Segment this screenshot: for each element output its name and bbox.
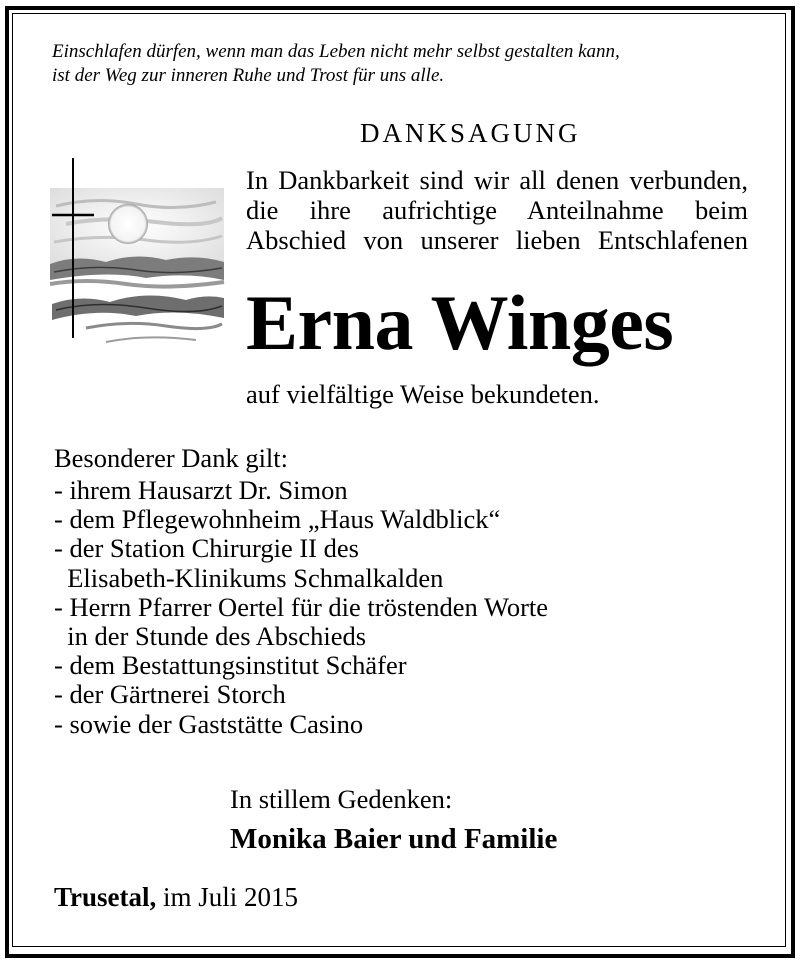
motto-line-1: Einschlafen dürfen, wenn man das Leben nicht mehr selbst gestalten kann, bbox=[52, 41, 620, 62]
thanks-list bbox=[54, 476, 548, 739]
heading-danksagung: DANKSAGUNG bbox=[360, 118, 581, 148]
date-text: im Juli 2015 bbox=[156, 882, 299, 912]
list-item: - ihrem Hausarzt Dr. Simon bbox=[54, 475, 348, 505]
thanks-title: Besonderer Dank gilt: bbox=[54, 443, 289, 473]
list-item: - Herrn Pfarrer Oertel für die tröstenden Worte bbox=[54, 591, 549, 622]
intro-line-1: In Dankbarkeit sind wir all denen verbunden, bbox=[246, 165, 748, 195]
list-item: - sowie der Gaststätte Casino bbox=[54, 708, 364, 739]
motto-text bbox=[52, 40, 752, 88]
intro-text bbox=[246, 165, 748, 255]
list-item: - der Station Chirurgie II des bbox=[54, 533, 359, 564]
intro-line-3: Abschied von unserer lieben Entschlafenen bbox=[246, 225, 748, 255]
list-item: - dem Bestattungsinstitut Schäfer bbox=[54, 650, 407, 681]
family-signature: Monika Baier und Familie bbox=[230, 823, 558, 855]
cross-landscape-icon bbox=[46, 158, 228, 362]
list-item: - der Gärtnerei Storch bbox=[54, 679, 286, 710]
list-item: Elisabeth-Klinikums Schmalkalden bbox=[54, 562, 444, 593]
intro-line-2: die ihre aufrichtige Anteilnahme beim bbox=[246, 195, 748, 225]
motto-line-2: ist der Weg zur inneren Ruhe und Trost für uns alle. bbox=[52, 65, 445, 86]
closing-line: auf vielfältige Weise bekundeten. bbox=[246, 379, 600, 409]
list-item: in der Stunde des Abschieds bbox=[54, 621, 367, 652]
list-item: - dem Pflegewohnheim „Haus Waldblick“ bbox=[54, 504, 501, 535]
deceased-name: Erna Winges bbox=[246, 279, 674, 366]
place-name: Trusetal, bbox=[54, 882, 157, 912]
memory-line: In stillem Gedenken: bbox=[230, 784, 453, 814]
place-date bbox=[54, 882, 298, 913]
